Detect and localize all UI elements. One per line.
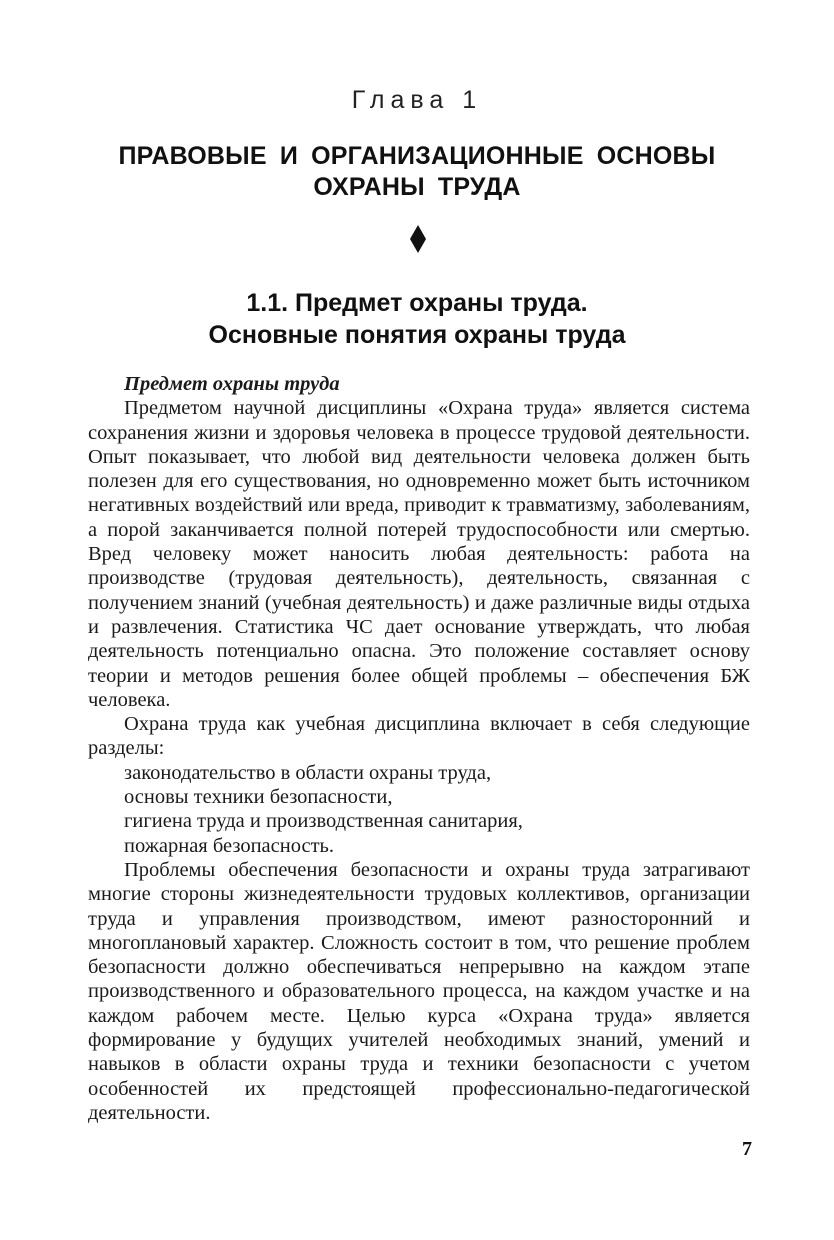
list-item: основы техники безопасности, (124, 786, 393, 809)
topics-list (88, 761, 750, 858)
chapter-title-line-2: ОХРАНЫ ТРУДА (313, 173, 521, 201)
section-title-line-1: 1.1. Предмет охраны труда. (246, 289, 588, 317)
page-number: 7 (742, 1138, 752, 1160)
chapter-title (60, 141, 774, 203)
section-title-line-2: Основные понятия охраны труда (208, 321, 626, 349)
chapter-label: Глава 1 (351, 86, 483, 114)
paragraph-2: Охрана труда как учебная дисциплина включает в себя следующие разделы: (88, 713, 750, 760)
section-title (60, 287, 774, 351)
list-item: законодательство в области охраны труда, (124, 761, 492, 784)
diamond-icon (409, 224, 427, 254)
subheading: Предмет охраны труда (124, 373, 340, 395)
body-text (88, 372, 750, 1125)
paragraph-3: Проблемы обеспечения безопасности и охраны труда затрагивают многие стороны жизнедеятельности трудовых коллективов, организации труда и управления производством, имеют разносторонний и многоплановый характер. Сложность состоит в том, что решение проблем безопасности должно обеспечиваться непрерывно на каждом этапе производственного и образовательного процесса, на каждом участке и на каждом рабочем месте. Целью курса «Охрана труда» является формирование у будущих учителей необходимых знаний, умений и навыков в области охраны труда и техники безопасности с учетом особенностей их предстоящей профессионально-педагогической деятельности. (88, 858, 750, 1124)
list-item: гигиена труда и производственная санитария, (124, 810, 523, 833)
paragraph-1: Предметом научной дисциплины «Охрана труда» является система сохранения жизни и здоровья человека в процессе трудовой деятельности. Опыт показывает, что любой вид деятельности человека должен быть полезен для его существования, но одновременно может быть источником негативных воздействий или вреда, приводит к травматизму, заболеваниям, а порой заканчивается полной потерей трудоспособности или смертью. Вред человеку может наносить любая деятельность: работа на производстве (трудовая деятельность), деятельность, связанная с получением знаний (учебная деятельность) и даже различные виды отдыха и развлечения. Статистика ЧС дает основание утверждать, что любая деятельность потенциально опасна. Это положение составляет основу теории и методов решения более общей проблемы – обеспечения БЖ человека. (88, 397, 750, 711)
chapter-title-line-1: ПРАВОВЫЕ И ОРГАНИЗАЦИОННЫЕ ОСНОВЫ (118, 142, 716, 170)
list-item: пожарная безопасность. (124, 834, 335, 857)
